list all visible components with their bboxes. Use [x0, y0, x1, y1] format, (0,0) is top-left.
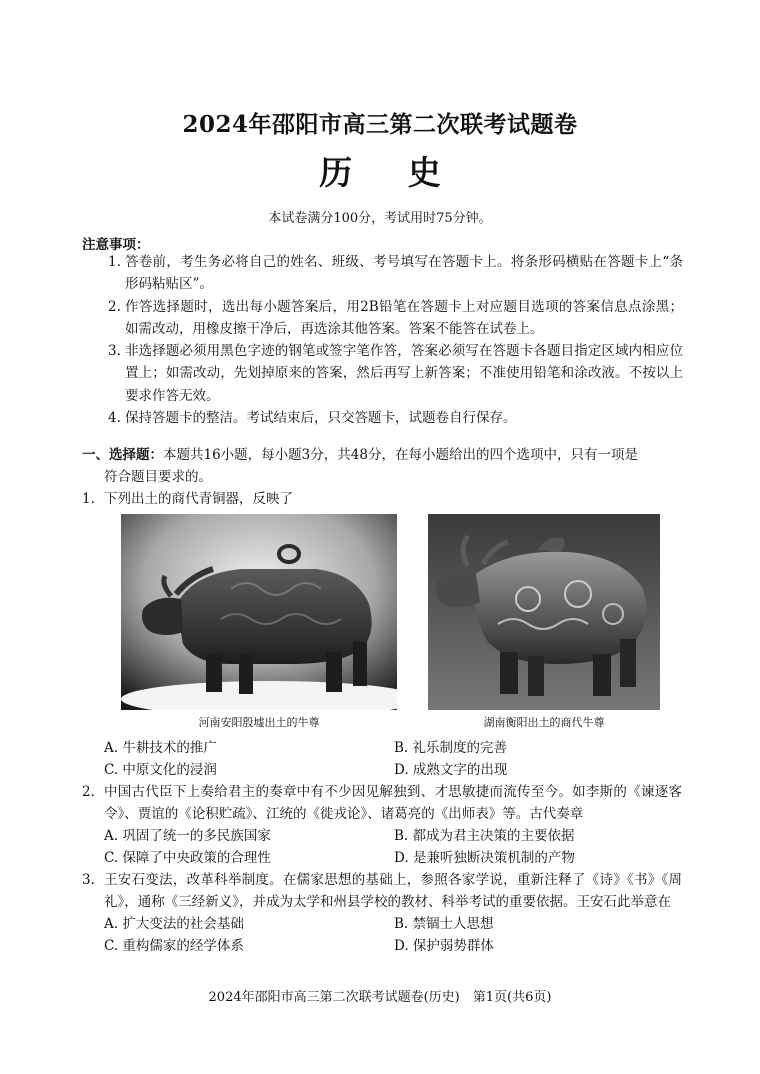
- exam-title: 2024年邵阳市高三第二次联考试题卷: [182, 111, 578, 138]
- question-number: 2.: [82, 784, 95, 800]
- exam-info: 本试卷满分100分，考试用时75分钟。: [268, 211, 492, 226]
- subject-title: 历 史: [319, 153, 463, 192]
- option-d: D. 成熟文字的出现: [394, 762, 508, 778]
- question-number: 1.: [82, 491, 95, 507]
- bronze-ox-image: [428, 514, 660, 710]
- option-c: C. 重构儒家的经学体系: [104, 938, 244, 954]
- option-c: C. 保障了中央政策的合理性: [104, 850, 271, 866]
- question-stem: 中国古代臣下上奏给君主的奏章中有不少因见解独到、才思敏捷而流传至今。如李斯的《谏逐客令》、贾谊的《论积贮疏》、江统的《徙戎论》、诸葛亮的《出师表》等。古代奏章: [104, 784, 682, 822]
- notes-title: 注意事项：: [82, 237, 150, 253]
- note-item: [108, 340, 683, 407]
- section-heading: [82, 444, 682, 488]
- photo-caption: 河南安阳殷墟出土的牛尊: [198, 716, 320, 729]
- option-b: B. 都成为君主决策的主要依据: [394, 828, 575, 844]
- note-number: 1.: [108, 254, 121, 270]
- section-label: 一、选择题：: [82, 447, 163, 463]
- note-text: 保持答题卡的整洁。考试结束后，只交答题卡，试题卷自行保存。: [125, 410, 517, 427]
- question-number: 3.: [82, 872, 95, 888]
- option-d: D. 保护弱势群体: [394, 938, 494, 954]
- note-text: 非选择题必须用黑色字迹的钢笔或签字笔作答，答案必须写在答题卡各题目指定区域内相应位置上；如需改动，先划掉原来的答案，然后再写上新答案；不准使用铅笔和涂改液。不按以上要求作答无效。: [125, 343, 683, 404]
- option-c: C. 中原文化的浸润: [104, 762, 217, 778]
- note-item: [108, 296, 683, 341]
- question-stem: 下列出土的商代青铜器，反映了: [104, 491, 293, 507]
- section-line-2: 符合题目要求的。: [104, 469, 212, 485]
- bronze-ox-image: [121, 514, 397, 710]
- page-footer: 2024年邵阳市高三第二次联考试题卷(历史) 第1页(共6页): [208, 990, 552, 1005]
- question-stem: 王安石变法，改革科举制度。在儒家思想的基础上，参照各家学说，重新注释了《诗》《书》《周礼》，通称《三经新义》，并成为太学和州县学校的教材、科举考试的重要依据。王安石此举意在: [104, 872, 682, 910]
- photo-hengyang-ox-zun: [428, 514, 660, 729]
- question-3: [82, 869, 682, 957]
- note-number: 4.: [108, 410, 121, 427]
- photo-anyang-ox-zun: [121, 514, 397, 729]
- option-a: A. 牛耕技术的推广: [104, 740, 217, 756]
- question-2: [82, 781, 682, 869]
- note-item: [108, 251, 683, 296]
- option-b: B. 礼乐制度的完善: [394, 740, 508, 756]
- note-text: 答卷前，考生务必将自己的姓名、班级、考号填写在答题卡上。将条形码横贴在答题卡上“条形码粘贴区”。: [125, 254, 683, 293]
- section-line-1: 本题共16小题，每小题3分，共48分，在每小题给出的四个选项中，只有一项是: [163, 447, 638, 463]
- note-number: 3.: [108, 343, 121, 360]
- option-a: A. 扩大变法的社会基础: [104, 916, 244, 932]
- option-a: A. 巩固了统一的多民族国家: [104, 828, 271, 844]
- photo-caption: 湖南衡阳出土的商代牛尊: [483, 716, 605, 729]
- question-1-options: [82, 737, 682, 781]
- option-b: B. 禁锢士人思想: [394, 916, 494, 932]
- notes-list: [108, 251, 683, 429]
- note-text: 作答选择题时，选出每小题答案后，用2B铅笔在答题卡上对应题目选项的答案信息点涂黑；如需改动，用橡皮擦干净后，再选涂其他答案。答案不能答在试卷上。: [125, 298, 683, 337]
- option-d: D. 是兼听独断决策机制的产物: [394, 850, 575, 866]
- note-item: [108, 407, 683, 429]
- note-number: 2.: [108, 298, 121, 315]
- question-1: [82, 488, 682, 510]
